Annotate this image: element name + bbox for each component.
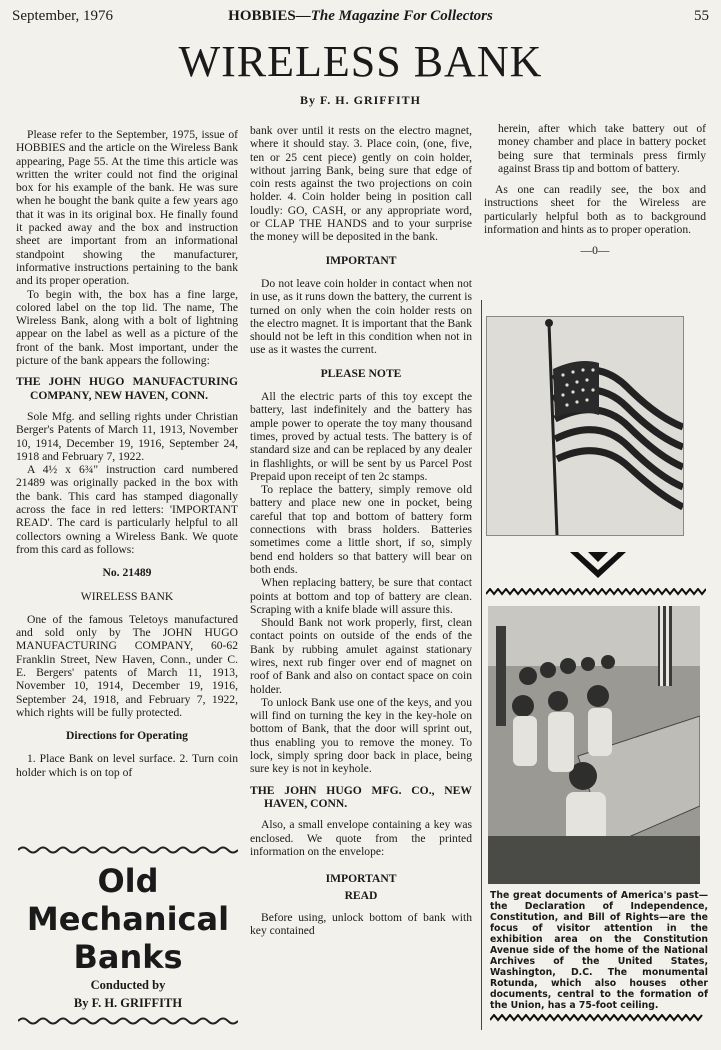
national-archives-visitors-photo	[488, 606, 700, 884]
paragraph: Do not leave coin holder in contact when not in use, as it runs down the battery, the current is turned on only when the coin holder rests on the electro magnet. It is important that the Bank should not be left in this condition when not in use as it wastes the current.	[250, 276, 472, 357]
read-heading: READ	[344, 889, 378, 903]
paragraph: To replace the battery, simply remove old battery and place new one in pocket, being careful that top and bottom of battery form connections with brass holders. Batteries sometimes come a little short, if so, simply bend end holders so that battery will bear on both ends.	[250, 483, 472, 576]
conducted-by: Conducted by	[90, 978, 166, 992]
column-author: By F. H. GRIFFITH	[73, 996, 183, 1010]
paragraph: Sole Mfg. and selling rights under Christian Berger's Patents of March 11, 1913, November 10, 1914, December 19, 1916, September 24, 1918 and February 7, 1922.	[16, 409, 238, 463]
zigzag-ornament-bottom	[490, 1014, 706, 1022]
card-title: WIRELESS BANK	[80, 589, 174, 603]
header-magazine-tagline: —The Magazine For Collectors	[295, 8, 493, 24]
page-number: 55	[694, 8, 709, 24]
running-header	[12, 8, 709, 26]
ornament-bottom	[18, 1016, 238, 1026]
paragraph: To begin with, the box has a fine large, colored label on the top lid. The name, The Wireless Bank, along with a bolt of lightning appear on the label as well as a picture of the front of the bank. Most important, under the picture of the bank appears the following:	[16, 287, 238, 368]
article-byline: By F. H. GRIFFITH	[300, 93, 421, 107]
paragraph: Before using, unlock bottom of bank with key contained	[250, 910, 472, 938]
card-number: No. 21489	[102, 566, 152, 580]
zigzag-ornament	[486, 588, 706, 596]
column-1	[16, 128, 238, 779]
header-magazine	[12, 8, 709, 25]
end-mark: —0—	[580, 244, 610, 258]
important-heading: IMPORTANT	[325, 872, 397, 886]
column-credit	[18, 976, 238, 1012]
column-logo-line-2: Mechanical	[26, 900, 230, 938]
paragraph: herein, after which take battery out of money chamber and place in battery pocket being sure that terminals press firmly against Brass tip and bottom of battery.	[498, 122, 706, 175]
column-2	[250, 124, 472, 937]
photo-caption: The great documents of America's past—the Declaration of Independence, Constitution, and Bill of Rights—are the focus of visitor attention in the exhibition area on the Constitution Avenue side of the home of the National Archives of the United States, Washington, D.C. The monumental Rotunda, which also houses other documents, central to the formation of the Union, has a 75-foot ceiling.	[490, 890, 708, 1011]
column-logo	[18, 862, 238, 976]
paragraph: Please refer to the September, 1975, issue of HOBBIES and the article on the Wireless Bank appearing, Page 55. At the time this article was written the writer could not find the original box for his example of the bank. He was sure when he bought the bank quite a few years ago that it was in its original box. He finally found it packed away and the box and instruction sheet are important from an informational standpoint showing the manufacturer, informative instructions pertaining to the bank and its proper operation.	[16, 128, 238, 288]
header-date: September, 1976	[12, 8, 114, 24]
ornament-top	[18, 845, 238, 855]
paragraph: As one can readily see, the box and instructions sheet for the Wireless are particularly helpful both as to background information and hints as to proper operation.	[484, 183, 706, 237]
header-magazine-name: HOBBIES	[228, 8, 296, 24]
chevron-ornament	[570, 548, 626, 580]
paragraph: Should Bank not work properly, first, clean contact points on outside of the ends of the Bank by rubbing amulet against stationary wires, next rub finger over end of magnet on roof of Bank and also on contact space on coin holder.	[250, 616, 472, 696]
column-logo-line-3: Banks	[73, 938, 183, 976]
important-heading: IMPORTANT	[325, 253, 397, 267]
paragraph: bank over until it rests on the electro magnet, where it should stay. 3. Place coin, (one, five, ten or 25 cent piece) gently on coin holder, without jarring Bank, being sure that edge of coin rests against the two projections on coin holder. 4. Coin holder being in position call loudly: GO, CASH, or any appropriate word, or CLAP THE HANDS and to your surprise the money will be deposited in the bank.	[250, 124, 472, 244]
column-logo-line-1: Old	[97, 862, 159, 900]
column-3	[484, 122, 706, 266]
paragraph: When replacing battery, be sure that contact points at bottom and top of battery are clean. Scraping with a knife blade will assure this.	[250, 576, 472, 616]
company-heading: THE JOHN HUGO MANUFACTURING COMPANY, NEW HAVEN, CONN.	[16, 375, 238, 402]
paragraph: Also, a small envelope containing a key was enclosed. We quote from the printed information on the envelope:	[250, 818, 472, 858]
article-title: WIRELESS BANK	[178, 37, 543, 86]
paragraph: One of the famous Teletoys manufactured and sold only by The JOHN HUGO MANUFACTURING COMPANY, 60-62 Franklin Street, New Haven, Conn., under C. E. Bergers' patents of March 11, 1913, November 10, 1914, December 19, 1916, September 24, 1918, and February 7, 1922, which rights will be fully protected.	[16, 612, 238, 719]
column-rule	[481, 300, 482, 1030]
paragraph: All the electric parts of this toy except the battery, last indefinitely and the battery has ample power to operate the toy many thousand times, proved by actual tests. The battery is of standard size and can be replaced by any dealer in flashlights, or will be sent by us Parcel Post Prepaid upon receipt of ten 2c stamps.	[250, 390, 472, 483]
directions-heading: Directions for Operating	[66, 729, 188, 743]
paragraph: A 4½ x 6¾" instruction card numbered 21489 was originally packed in the box with the bank. This card has stamped diagonally across the face in red letters: 'IMPORTANT READ'. The card is particularly helpful to all collectors owning a Wireless Bank. We quote from this card as follows:	[16, 463, 238, 556]
please-note-heading: PLEASE NOTE	[320, 366, 402, 380]
american-flag-photo	[486, 316, 684, 536]
paragraph: 1. Place Bank on level surface. 2. Turn coin holder which is on top of	[16, 752, 238, 779]
paragraph: To unlock Bank use one of the keys, and you will find on turning the key in the key-hole on bottom of Bank, that the door will sprint out, thus enabling you to remove the money. To lock, simply spring door back in place, being sure key is not in keyhole.	[250, 695, 472, 776]
company-heading: THE JOHN HUGO MFG. CO., NEW HAVEN, CONN.	[250, 783, 472, 810]
